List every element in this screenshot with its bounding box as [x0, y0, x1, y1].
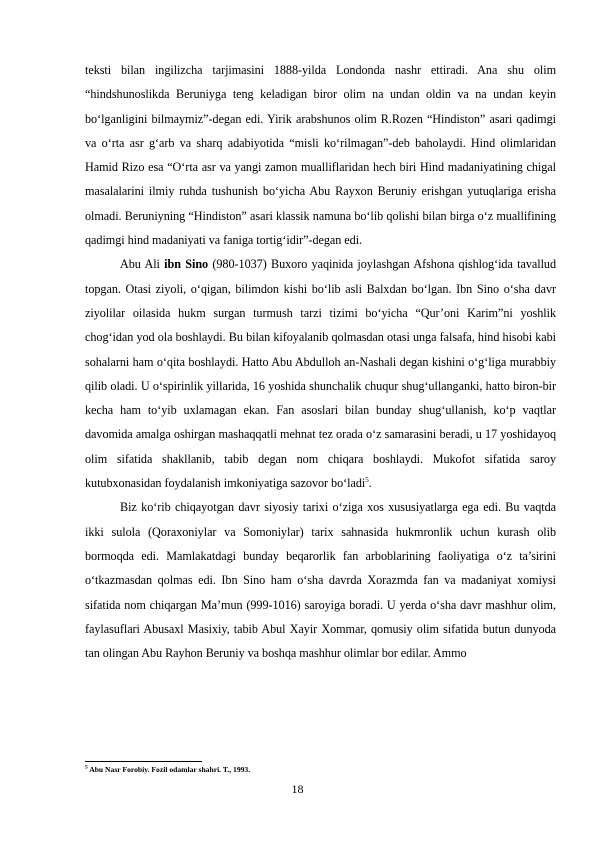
- ibn-sino-prefix: Abu Ali: [120, 257, 165, 272]
- footnote-reference[interactable]: 5: [365, 475, 369, 484]
- ibn-sino-name: ibn Sino: [164, 257, 209, 272]
- paragraph-hindiston-assessment: teksti bilan ingilizcha tarjimasini 1888-yilda Londonda nashr ettiradi. Ana shu olim “hindshunoslikda Beruniyga teng keladigan biror olim na undan oldin va na undan keyin bo‘lganligini bilmaymiz”-degan edi. Yirik arabshunos olim R.Rozen “Hindiston” asari qadimgi va o‘rta asr g‘arb va sharq adabiyotida “misli ko‘rilmagan”-deb baholaydi. Hind olimlaridan Hamid Rizo esa “O‘rta asr va yangi zamon mualliflaridan hech biri Hind madaniyatining chigal masalalarini ilmiy ruhda tushunish bo‘yicha Abu Rayxon Beruniy erishgan yutuqlariga erisha olmadi. Beruniyning “Hindiston” asari klassik namuna bo‘lib qolishi bilan birga o‘z muallifining qadimgi hind madaniyati va faniga tortig‘idir”-degan edi.: [85, 63, 556, 248]
- page-number: 18: [291, 782, 304, 796]
- footnote-divider: [85, 761, 202, 762]
- paragraph-political-history: Biz ko‘rib chiqayotgan davr siyosiy tarixi o‘ziga xos xususiyatlarga ega edi. Bu vaqtda ikki sulola (Qoraxoniylar va Somoniylar) tarix sahnasida hukmronlik uchun kurash olib bormoqda edi. Mamlakatdagi bunday beqarorlik fan arboblarining faoliyatiga o‘z ta’sirini o‘tkazmasdan qolmas edi. Ibn Sino ham o‘sha davrda Xorazmda fan va madaniyat xomiysi sifatida nom chiqargan Ma’mun (999-1016) saroyiga boradi. U yerda o‘sha davr mashhur olim, faylasuflari Abusaxl Masixiy, tabib Abul Xayir Xommar, qomusiy olim sifatida butun dunyoda tan olingan Abu Rayhon Beruniy va boshqa mashhur olimlar bor edilar. Ammo: [85, 500, 556, 661]
- footnote-mark: 5: [85, 764, 88, 771]
- ibn-sino-body: (980-1037) Buxoro yaqinida joylashgan Afshona qishlog‘ida tavallud topgan. Otasi ziyoli, o‘qigan, bilimdon kishi bo‘lib asli Balxdan bo‘lgan. Ibn Sino o‘sha davr ziyolilar oilasida hukm surgan turmush tarzi tizimi bo‘yicha “Qur’oni Karim”ni yoshlik chog‘idan yod ola boshlaydi. Bu bilan kifoyalanib qolmasdan otasi unga falsafa, hind hisobi kabi sohalarni ham o‘qita boshlaydi. Hatto Abu Abdulloh an-Nashali degan kishini o‘g‘liga murabbiy qilib oladi. U o‘spirinlik yillarida, 16 yoshida shunchalik chuqur shug‘ullanganki, hatto biron-bir kecha ham to‘yib uxlamagan ekan. Fan asoslari bilan bunday shug‘ullanish, ko‘p vaqtlar davomida amalga oshirgan mashaqqatli mehnat tez orada o‘z samarasini beradi, u 17 yoshidayoq olim sifatida shakllanib, tabib degan nom chiqara boshlaydi. Mukofot sifatida saroy kutubxonasidan foydalanish imkoniyatiga sazovor bo‘ladi: [85, 257, 556, 491]
- footnote: [85, 764, 556, 775]
- ibn-sino-end: .: [368, 476, 372, 491]
- paragraph-ibn-sino: [85, 252, 556, 495]
- main-text: [85, 58, 556, 665]
- footnote-text: Abu Nasr Forobiy. Fozil odamlar shahri. T., 1993.: [87, 765, 251, 774]
